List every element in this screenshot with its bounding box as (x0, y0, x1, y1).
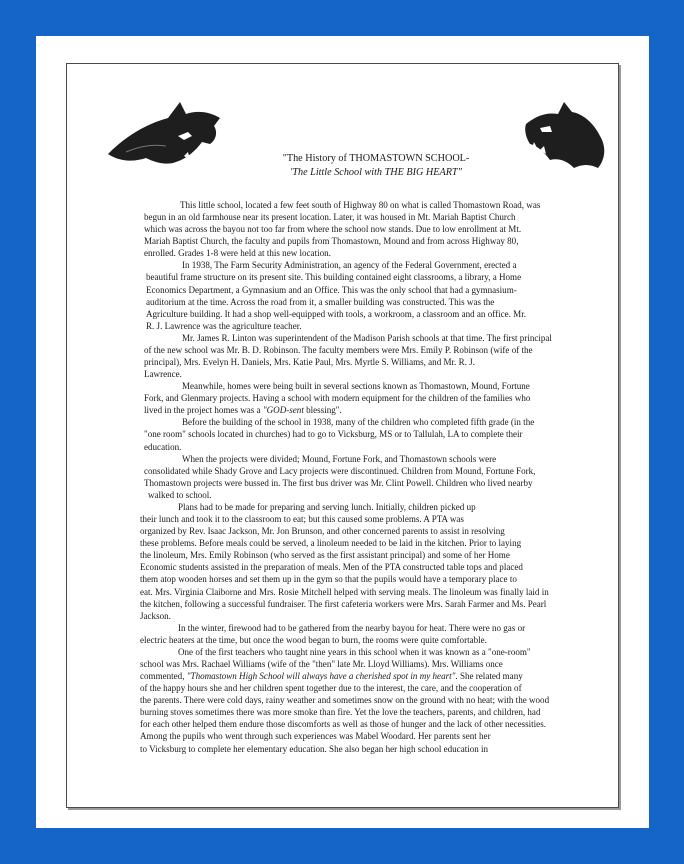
text-line: Lawrence. (144, 369, 182, 380)
text-line: In 1938, The Farm Security Administration, an agency of the Federal Government, erected a (182, 260, 517, 271)
text-line: auditorium at the time. Across the road from it, a smaller building was constructed. This was the (146, 296, 495, 307)
text-line: Among the pupils who went through such experiences was Mabel Woodard. Her parents sent her (140, 731, 491, 742)
text-line: beautiful frame structure on its present site. This building contained eight classrooms, a library, a Home (146, 272, 522, 283)
text-line: education. (144, 441, 182, 452)
text-line: Economic students assisted in the preparation of meals. Men of the PTA constructed table tops and placed (140, 562, 523, 573)
text-line: of the happy hours she and her children spent together due to the interest, the care, and the cooperation of (140, 683, 522, 694)
text-line: This little school, located a few feet south of Highway 80 on what is called Thomastown Road, was (180, 200, 541, 210)
text-line: One of the first teachers who taught nine years in this school when it was known as a "one-room" (178, 646, 531, 657)
text-line: commented, "Thomastown High School will always have a cherished spot in my heart". She related many (140, 671, 523, 682)
text-line: to Vicksburg to complete her elementary education. She also began her high school education in (140, 743, 489, 754)
text-line: the linoleum, Mrs. Emily Robinson (who served as the first assistant principal) and some of her Home (140, 550, 510, 561)
title-line-2: 'The Little School with THE BIG HEART" (290, 167, 462, 178)
history-text (140, 199, 620, 755)
text-line: Agriculture building. It had a shop well-equipped with tools, a workroom, a classroom and an office. Mr. (146, 308, 526, 319)
document-page (36, 36, 649, 828)
text-line: of the new school was Mr. B. D. Robinson. The faculty members were Mrs. Emily P. Robinson (wife of the (144, 344, 533, 355)
text-line: them atop wooden horses and set them up in the gym so that the pupils would have a temporary place to (140, 574, 517, 585)
text-line: Before the building of the school in 1938, many of the children who completed fifth grade (in the (182, 417, 535, 428)
text-line: Mariah Baptist Church, the faculty and pupils from Thomastown, Mound and from across Highway 80, (144, 236, 519, 247)
text-line: for each other helped them endure those discomforts as well as those of hunger and the lack of other necessities. (140, 719, 546, 730)
title-line-1: "The History of THOMASTOWN SCHOOL- (282, 153, 470, 164)
text-line: Plans had to be made for preparing and serving lunch. Initially, children picked up (178, 501, 476, 512)
text-line: Jackson. (140, 610, 171, 621)
text-line: lived in the project homes was a "GOD-sent blessing". (144, 405, 342, 416)
panther-head-icon (106, 96, 224, 176)
text-line: In the winter, firewood had to be gathered from the nearby bayou for heat. There were no gas or (178, 622, 526, 633)
text-line: enrolled. Grades 1-8 were held at this new location. (144, 248, 331, 259)
text-line: R. J. Lawrence was the agriculture teacher. (146, 320, 302, 331)
text-line: school was Mrs. Rachael Williams (wife of the "then" late Mr. Lloyd Williams). Mrs. Williams once (140, 658, 503, 669)
text-line: electric heaters at the time, but once the wood began to burn, the rooms were quite comfortable. (140, 634, 487, 645)
text-line: Thomastown projects were bussed in. The first bus driver was Mr. Clint Powell. Children who lived nearby (144, 477, 533, 488)
text-line: begun in an old farmhouse near its present location. Later, it was housed in Mt. Mariah Baptist Church (144, 212, 516, 223)
text-line: eat. Mrs. Virginia Claiborne and Mrs. Rosie Mitchell helped with serving meals. The linoleum was finally laid in (140, 586, 549, 597)
text-line: which was across the bayou not too far from where the school now stands. Due to low enrollment at Mt. (144, 224, 522, 235)
text-line: burning stoves sometimes there was more smoke than fire. Yet the love the teachers, parents, and children, had (140, 707, 541, 718)
text-line: Mr. James R. Linton was superintendent of the Madison Parish schools at that time. The first principal (182, 332, 552, 343)
text-line: organized by Rev. Isaac Jackson, Mr. Jon Brunson, and other concerned parents to assist in resolving (140, 526, 505, 537)
text-line: "one room" schools located in churches) had to go to Vicksburg, MS or to Tallulah, LA to complete their (144, 429, 523, 440)
text-line: their lunch and took it to the classroom to eat; but this caused some problems. A PTA was (140, 514, 464, 525)
document-title (220, 152, 532, 180)
text-line: these problems. Before meals could be served, a linoleum needed to be laid in the kitchen. Prior to laying (140, 538, 522, 549)
text-line: Economics Department, a Gymnasium and an Office. This was the only school that had a gymnasium- (146, 284, 517, 295)
panther-head-icon (522, 98, 608, 176)
text-line: walked to school. (148, 489, 212, 500)
text-line: Fork, and Glenmary projects. Having a school with modern equipment for the children of the families who (144, 393, 531, 404)
text-line: principal), Mrs. Evelyn H. Daniels, Mrs. Katie Paul, Mrs. Myrtle S. Williams, and Mr. R. J. (144, 357, 475, 368)
text-line: the parents. There were cold days, rainy weather and sometimes snow on the ground with no heat; with the wood (140, 695, 550, 706)
text-line: When the projects were divided; Mound, Fortune Fork, and Thomastown schools were (182, 453, 497, 464)
text-line: the kitchen, following a successful fundraiser. The first cafeteria workers were Mrs. Sarah Farmer and Ms. Pearl (140, 598, 547, 609)
text-line: consolidated while Shady Grove and Lacy projects were discontinued. Children from Mound, Fortune Fork, (144, 465, 536, 476)
text-line: Meanwhile, homes were being built in several sections known as Thomastown, Mound, Fortune (182, 381, 530, 392)
